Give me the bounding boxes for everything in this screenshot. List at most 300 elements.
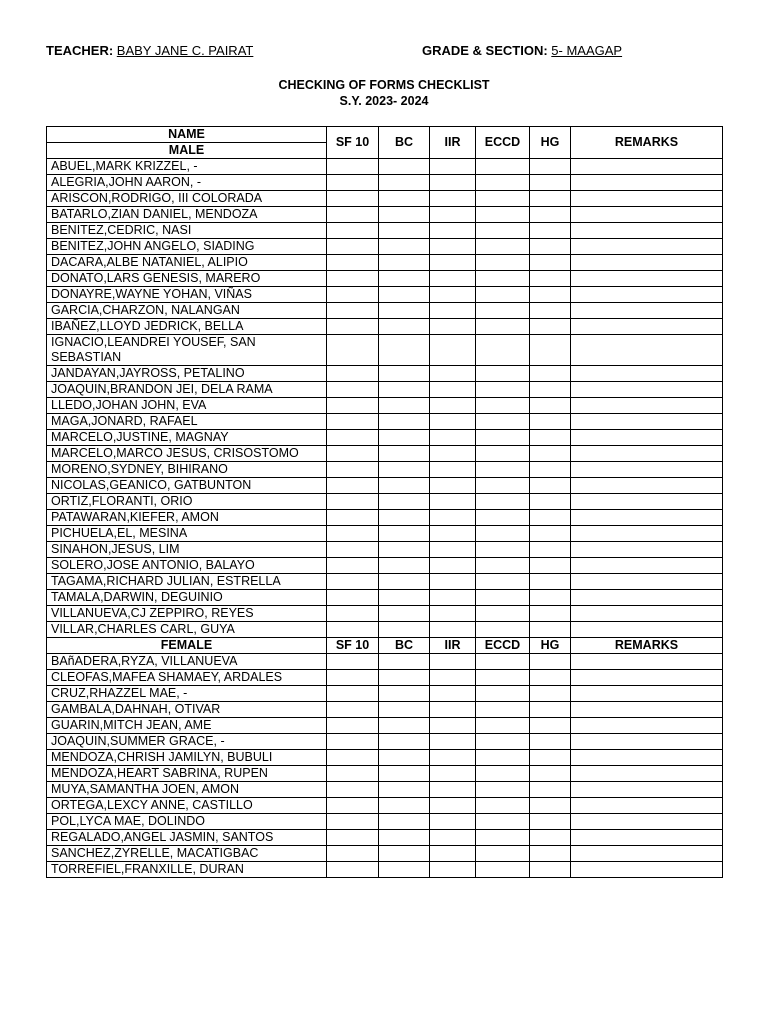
female-student-row xyxy=(47,798,723,814)
eccd-cell xyxy=(476,303,530,319)
iir-cell xyxy=(430,335,476,366)
eccd-cell xyxy=(476,287,530,303)
sf10-cell xyxy=(327,414,379,430)
checklist-body xyxy=(47,127,723,878)
sf10-cell xyxy=(327,734,379,750)
female-student-row xyxy=(47,702,723,718)
male-student-row xyxy=(47,590,723,606)
hg-cell xyxy=(530,398,571,414)
sf10-cell xyxy=(327,814,379,830)
iir-cell xyxy=(430,734,476,750)
eccd-cell xyxy=(476,335,530,366)
student-name: POL,LYCA MAE, DOLINDO xyxy=(47,814,327,830)
student-name: TAGAMA,RICHARD JULIAN, ESTRELLA xyxy=(47,574,327,590)
eccd-cell xyxy=(476,478,530,494)
iir-cell xyxy=(430,526,476,542)
female-col-header-remarks: REMARKS xyxy=(571,638,723,654)
student-name: IGNACIO,LEANDREI YOUSEF, SAN SEBASTIAN xyxy=(47,335,327,366)
iir-cell xyxy=(430,830,476,846)
female-student-row xyxy=(47,766,723,782)
student-name: SINAHON,JESUS, LIM xyxy=(47,542,327,558)
iir-cell xyxy=(430,782,476,798)
eccd-cell xyxy=(476,750,530,766)
male-student-row xyxy=(47,175,723,191)
iir-cell xyxy=(430,814,476,830)
hg-cell xyxy=(530,590,571,606)
sf10-cell xyxy=(327,798,379,814)
hg-cell xyxy=(530,159,571,175)
checklist-table xyxy=(46,126,723,878)
male-student-row xyxy=(47,430,723,446)
student-name: TORREFIEL,FRANXILLE, DURAN xyxy=(47,862,327,878)
student-name: NICOLAS,GEANICO, GATBUNTON xyxy=(47,478,327,494)
sf10-cell xyxy=(327,654,379,670)
female-col-header-eccd: ECCD xyxy=(476,638,530,654)
student-name: MAGA,JONARD, RAFAEL xyxy=(47,414,327,430)
female-student-row xyxy=(47,782,723,798)
student-name: SOLERO,JOSE ANTONIO, BALAYO xyxy=(47,558,327,574)
teacher-name: BABY JANE C. PAIRAT xyxy=(116,43,254,58)
eccd-cell xyxy=(476,255,530,271)
remarks-cell xyxy=(571,606,723,622)
eccd-cell xyxy=(476,542,530,558)
sf10-cell xyxy=(327,702,379,718)
male-student-row xyxy=(47,622,723,638)
iir-cell xyxy=(430,558,476,574)
remarks-cell xyxy=(571,366,723,382)
student-name: LLEDO,JOHAN JOHN, EVA xyxy=(47,398,327,414)
sf10-cell xyxy=(327,398,379,414)
male-student-row xyxy=(47,414,723,430)
female-student-row xyxy=(47,686,723,702)
hg-cell xyxy=(530,175,571,191)
iir-cell xyxy=(430,590,476,606)
student-name: CRUZ,RHAZZEL MAE, - xyxy=(47,686,327,702)
school-year: S.Y. 2023- 2024 xyxy=(339,94,429,108)
sf10-cell xyxy=(327,255,379,271)
hg-cell xyxy=(530,526,571,542)
male-student-row xyxy=(47,526,723,542)
hg-cell xyxy=(530,798,571,814)
sf10-cell xyxy=(327,590,379,606)
bc-cell xyxy=(379,590,430,606)
remarks-cell xyxy=(571,590,723,606)
sf10-cell xyxy=(327,430,379,446)
sf10-cell xyxy=(327,718,379,734)
female-student-row xyxy=(47,654,723,670)
bc-cell xyxy=(379,750,430,766)
bc-cell xyxy=(379,702,430,718)
remarks-cell xyxy=(571,255,723,271)
sf10-cell xyxy=(327,175,379,191)
hg-cell xyxy=(530,319,571,335)
male-student-row xyxy=(47,606,723,622)
eccd-cell xyxy=(476,766,530,782)
male-student-row xyxy=(47,223,723,239)
eccd-cell xyxy=(476,606,530,622)
sf10-cell xyxy=(327,686,379,702)
eccd-cell xyxy=(476,670,530,686)
student-name: DACARA,ALBE NATANIEL, ALIPIO xyxy=(47,255,327,271)
bc-cell xyxy=(379,287,430,303)
male-student-row xyxy=(47,207,723,223)
bc-cell xyxy=(379,830,430,846)
sf10-cell xyxy=(327,494,379,510)
iir-cell xyxy=(430,686,476,702)
male-student-row xyxy=(47,319,723,335)
male-student-row xyxy=(47,239,723,255)
sf10-cell xyxy=(327,303,379,319)
remarks-cell xyxy=(571,478,723,494)
eccd-cell xyxy=(476,191,530,207)
hg-cell xyxy=(530,542,571,558)
remarks-cell xyxy=(571,622,723,638)
male-label: MALE xyxy=(47,143,327,159)
iir-cell xyxy=(430,239,476,255)
student-name: IBAÑEZ,LLOYD JEDRICK, BELLA xyxy=(47,319,327,335)
grade-label: GRADE & SECTION: xyxy=(422,43,548,58)
male-student-row xyxy=(47,462,723,478)
bc-cell xyxy=(379,510,430,526)
iir-cell xyxy=(430,750,476,766)
hg-cell xyxy=(530,846,571,862)
male-student-row xyxy=(47,382,723,398)
sf10-cell xyxy=(327,366,379,382)
male-student-row xyxy=(47,510,723,526)
sf10-cell xyxy=(327,335,379,366)
bc-cell xyxy=(379,478,430,494)
iir-cell xyxy=(430,622,476,638)
sf10-cell xyxy=(327,542,379,558)
sf10-cell xyxy=(327,462,379,478)
hg-cell xyxy=(530,670,571,686)
iir-cell xyxy=(430,606,476,622)
eccd-cell xyxy=(476,175,530,191)
student-name: JOAQUIN,SUMMER GRACE, - xyxy=(47,734,327,750)
iir-cell xyxy=(430,574,476,590)
male-student-row xyxy=(47,446,723,462)
eccd-cell xyxy=(476,223,530,239)
iir-cell xyxy=(430,207,476,223)
student-name: SANCHEZ,ZYRELLE, MACATIGBAC xyxy=(47,846,327,862)
bc-cell xyxy=(379,159,430,175)
name-header: NAME xyxy=(47,127,327,143)
student-name: GUARIN,MITCH JEAN, AME xyxy=(47,718,327,734)
remarks-cell xyxy=(571,175,723,191)
iir-cell xyxy=(430,398,476,414)
iir-cell xyxy=(430,478,476,494)
sf10-cell xyxy=(327,287,379,303)
remarks-cell xyxy=(571,734,723,750)
eccd-cell xyxy=(476,526,530,542)
sf10-cell xyxy=(327,271,379,287)
iir-cell xyxy=(430,846,476,862)
student-name: MENDOZA,HEART SABRINA, RUPEN xyxy=(47,766,327,782)
student-name: JANDAYAN,JAYROSS, PETALINO xyxy=(47,366,327,382)
iir-cell xyxy=(430,271,476,287)
bc-cell xyxy=(379,175,430,191)
eccd-cell xyxy=(476,782,530,798)
eccd-cell xyxy=(476,814,530,830)
sf10-cell xyxy=(327,830,379,846)
eccd-cell xyxy=(476,382,530,398)
remarks-cell xyxy=(571,271,723,287)
remarks-cell xyxy=(571,814,723,830)
student-name: DONAYRE,WAYNE YOHAN, VIÑAS xyxy=(47,287,327,303)
student-name: CLEOFAS,MAFEA SHAMAEY, ARDALES xyxy=(47,670,327,686)
bc-cell xyxy=(379,718,430,734)
bc-cell xyxy=(379,303,430,319)
col-header-hg: HG xyxy=(530,127,571,159)
bc-cell xyxy=(379,191,430,207)
remarks-cell xyxy=(571,670,723,686)
remarks-cell xyxy=(571,462,723,478)
hg-cell xyxy=(530,766,571,782)
remarks-cell xyxy=(571,223,723,239)
sf10-cell xyxy=(327,782,379,798)
female-col-header-iir: IIR xyxy=(430,638,476,654)
remarks-cell xyxy=(571,526,723,542)
student-name: PATAWARAN,KIEFER, AMON xyxy=(47,510,327,526)
remarks-cell xyxy=(571,382,723,398)
remarks-cell xyxy=(571,303,723,319)
female-student-row xyxy=(47,734,723,750)
remarks-cell xyxy=(571,494,723,510)
student-name: BATARLO,ZIAN DANIEL, MENDOZA xyxy=(47,207,327,223)
bc-cell xyxy=(379,686,430,702)
bc-cell xyxy=(379,734,430,750)
eccd-cell xyxy=(476,446,530,462)
sf10-cell xyxy=(327,319,379,335)
remarks-cell xyxy=(571,398,723,414)
male-student-row xyxy=(47,159,723,175)
iir-cell xyxy=(430,303,476,319)
hg-cell xyxy=(530,574,571,590)
remarks-cell xyxy=(571,574,723,590)
male-student-row xyxy=(47,303,723,319)
male-student-row xyxy=(47,558,723,574)
bc-cell xyxy=(379,862,430,878)
remarks-cell xyxy=(571,750,723,766)
student-name: BENITEZ,CEDRIC, NASI xyxy=(47,223,327,239)
hg-cell xyxy=(530,223,571,239)
remarks-cell xyxy=(571,414,723,430)
sf10-cell xyxy=(327,159,379,175)
hg-cell xyxy=(530,558,571,574)
student-name: JOAQUIN,BRANDON JEI, DELA RAMA xyxy=(47,382,327,398)
remarks-cell xyxy=(571,862,723,878)
sf10-cell xyxy=(327,191,379,207)
eccd-cell xyxy=(476,798,530,814)
eccd-cell xyxy=(476,319,530,335)
eccd-cell xyxy=(476,846,530,862)
student-name: MARCELO,JUSTINE, MAGNAY xyxy=(47,430,327,446)
hg-cell xyxy=(530,430,571,446)
bc-cell xyxy=(379,255,430,271)
male-student-row xyxy=(47,574,723,590)
male-student-row xyxy=(47,542,723,558)
female-student-row xyxy=(47,670,723,686)
hg-cell xyxy=(530,382,571,398)
female-col-header-hg: HG xyxy=(530,638,571,654)
male-student-row xyxy=(47,191,723,207)
grade-section-header xyxy=(422,43,622,58)
bc-cell xyxy=(379,782,430,798)
eccd-cell xyxy=(476,830,530,846)
col-header-sf10: SF 10 xyxy=(327,127,379,159)
bc-cell xyxy=(379,207,430,223)
teacher-header xyxy=(46,43,253,58)
student-name: MENDOZA,CHRISH JAMILYN, BUBULI xyxy=(47,750,327,766)
iir-cell xyxy=(430,446,476,462)
iir-cell xyxy=(430,430,476,446)
iir-cell xyxy=(430,175,476,191)
bc-cell xyxy=(379,271,430,287)
sf10-cell xyxy=(327,766,379,782)
bc-cell xyxy=(379,814,430,830)
eccd-cell xyxy=(476,862,530,878)
student-name: MARCELO,MARCO JESUS, CRISOSTOMO xyxy=(47,446,327,462)
sf10-cell xyxy=(327,223,379,239)
bc-cell xyxy=(379,670,430,686)
hg-cell xyxy=(530,622,571,638)
remarks-cell xyxy=(571,798,723,814)
iir-cell xyxy=(430,255,476,271)
iir-cell xyxy=(430,382,476,398)
hg-cell xyxy=(530,446,571,462)
eccd-cell xyxy=(476,271,530,287)
student-name: MORENO,SYDNEY, BIHIRANO xyxy=(47,462,327,478)
sf10-cell xyxy=(327,574,379,590)
student-name: VILLAR,CHARLES CARL, GUYA xyxy=(47,622,327,638)
female-student-row xyxy=(47,814,723,830)
eccd-cell xyxy=(476,686,530,702)
remarks-cell xyxy=(571,207,723,223)
col-header-remarks: REMARKS xyxy=(571,127,723,159)
remarks-cell xyxy=(571,702,723,718)
student-name: ORTEGA,LEXCY ANNE, CASTILLO xyxy=(47,798,327,814)
male-student-row xyxy=(47,271,723,287)
bc-cell xyxy=(379,526,430,542)
student-name: ARISCON,RODRIGO, III COLORADA xyxy=(47,191,327,207)
document-title: CHECKING OF FORMS CHECKLIST xyxy=(278,78,490,92)
eccd-cell xyxy=(476,510,530,526)
male-student-row xyxy=(47,494,723,510)
eccd-cell xyxy=(476,558,530,574)
eccd-cell xyxy=(476,462,530,478)
female-student-row xyxy=(47,830,723,846)
sf10-cell xyxy=(327,558,379,574)
female-label: FEMALE xyxy=(47,638,327,654)
remarks-cell xyxy=(571,766,723,782)
female-section-row xyxy=(47,638,723,654)
student-name: GARCIA,CHARZON, NALANGAN xyxy=(47,303,327,319)
bc-cell xyxy=(379,846,430,862)
hg-cell xyxy=(530,271,571,287)
male-student-row xyxy=(47,255,723,271)
iir-cell xyxy=(430,510,476,526)
remarks-cell xyxy=(571,782,723,798)
col-header-bc: BC xyxy=(379,127,430,159)
female-student-row xyxy=(47,750,723,766)
hg-cell xyxy=(530,494,571,510)
bc-cell xyxy=(379,414,430,430)
remarks-cell xyxy=(571,830,723,846)
col-header-eccd: ECCD xyxy=(476,127,530,159)
student-name: ABUEL,MARK KRIZZEL, - xyxy=(47,159,327,175)
grade-value: 5- MAAGAP xyxy=(551,43,623,58)
sf10-cell xyxy=(327,526,379,542)
bc-cell xyxy=(379,223,430,239)
hg-cell xyxy=(530,686,571,702)
female-col-header-sf10: SF 10 xyxy=(327,638,379,654)
student-name: DONATO,LARS GENESIS, MARERO xyxy=(47,271,327,287)
iir-cell xyxy=(430,654,476,670)
student-name: PICHUELA,EL, MESINA xyxy=(47,526,327,542)
bc-cell xyxy=(379,446,430,462)
sf10-cell xyxy=(327,622,379,638)
bc-cell xyxy=(379,606,430,622)
eccd-cell xyxy=(476,590,530,606)
bc-cell xyxy=(379,430,430,446)
remarks-cell xyxy=(571,654,723,670)
remarks-cell xyxy=(571,319,723,335)
iir-cell xyxy=(430,718,476,734)
eccd-cell xyxy=(476,654,530,670)
sf10-cell xyxy=(327,478,379,494)
eccd-cell xyxy=(476,718,530,734)
eccd-cell xyxy=(476,239,530,255)
iir-cell xyxy=(430,494,476,510)
hg-cell xyxy=(530,862,571,878)
iir-cell xyxy=(430,462,476,478)
eccd-cell xyxy=(476,159,530,175)
male-student-row xyxy=(47,287,723,303)
hg-cell xyxy=(530,414,571,430)
eccd-cell xyxy=(476,702,530,718)
male-student-row xyxy=(47,478,723,494)
hg-cell xyxy=(530,830,571,846)
bc-cell xyxy=(379,494,430,510)
remarks-cell xyxy=(571,846,723,862)
student-name: BENITEZ,JOHN ANGELO, SIADING xyxy=(47,239,327,255)
remarks-cell xyxy=(571,718,723,734)
iir-cell xyxy=(430,766,476,782)
bc-cell xyxy=(379,366,430,382)
remarks-cell xyxy=(571,686,723,702)
female-student-row xyxy=(47,846,723,862)
sf10-cell xyxy=(327,670,379,686)
eccd-cell xyxy=(476,494,530,510)
eccd-cell xyxy=(476,622,530,638)
iir-cell xyxy=(430,366,476,382)
sf10-cell xyxy=(327,446,379,462)
bc-cell xyxy=(379,654,430,670)
teacher-label: TEACHER: xyxy=(46,43,114,58)
bc-cell xyxy=(379,622,430,638)
student-name: ALEGRIA,JOHN AARON, - xyxy=(47,175,327,191)
sf10-cell xyxy=(327,862,379,878)
sf10-cell xyxy=(327,207,379,223)
student-name: MUYA,SAMANTHA JOEN, AMON xyxy=(47,782,327,798)
hg-cell xyxy=(530,255,571,271)
bc-cell xyxy=(379,798,430,814)
sf10-cell xyxy=(327,239,379,255)
bc-cell xyxy=(379,319,430,335)
iir-cell xyxy=(430,542,476,558)
hg-cell xyxy=(530,366,571,382)
hg-cell xyxy=(530,207,571,223)
